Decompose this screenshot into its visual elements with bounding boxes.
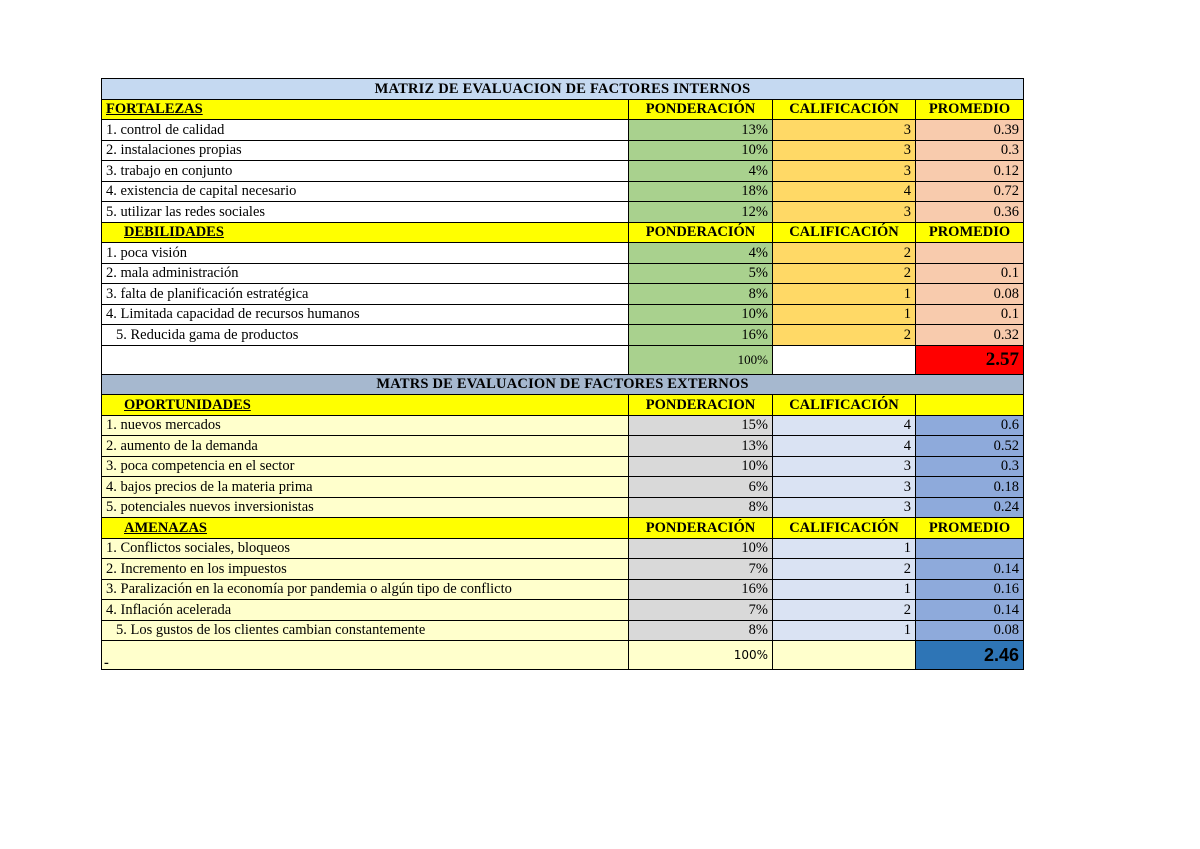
factor-cell: 2. mala administración (102, 263, 629, 284)
ponderacion-cell: 8% (629, 620, 773, 641)
factor-cell: 5. potenciales nuevos inversionistas (102, 497, 629, 518)
promedio-cell: 0.08 (916, 620, 1024, 641)
promedio-header: PROMEDIO (916, 222, 1024, 243)
table-row (102, 263, 1024, 284)
promedio-header: PROMEDIO (916, 518, 1024, 539)
factor-cell: 2. Incremento en los impuestos (102, 559, 629, 580)
promedio-cell: 0.52 (916, 436, 1024, 457)
factor-cell: 2. instalaciones propias (102, 140, 629, 161)
table-row (102, 538, 1024, 559)
table-row (102, 202, 1024, 223)
calificacion-cell: 3 (773, 497, 916, 518)
factor-cell: 3. Paralización en la economía por pandemia o algún tipo de conflicto (102, 579, 629, 600)
calificacion-cell: 2 (773, 559, 916, 580)
calificacion-cell: 2 (773, 325, 916, 346)
promedio-cell: 0.12 (916, 161, 1024, 182)
ponderacion-cell: 12% (629, 202, 773, 223)
promedio-header (916, 395, 1024, 416)
table-row (102, 325, 1024, 346)
ponderacion-cell: 8% (629, 284, 773, 305)
ponderacion-cell: 8% (629, 497, 773, 518)
factor-cell: 3. trabajo en conjunto (102, 161, 629, 182)
table-row (102, 284, 1024, 305)
blank-cell (773, 641, 916, 670)
table-row (102, 620, 1024, 641)
total-mark: - (102, 641, 629, 670)
table-row (102, 181, 1024, 202)
amenazas-label: AMENAZAS (102, 518, 629, 539)
internal-total-row (102, 345, 1024, 374)
external-total-ponderacion: 100% (629, 641, 773, 670)
ponderacion-cell: 16% (629, 579, 773, 600)
ponderacion-cell: 10% (629, 538, 773, 559)
table-row (102, 477, 1024, 498)
debilidades-label: DEBILIDADES (102, 222, 629, 243)
promedio-cell: 0.1 (916, 263, 1024, 284)
internal-matrix-title: MATRIZ DE EVALUACION DE FACTORES INTERNOS (102, 79, 1024, 100)
fortalezas-header-row (102, 99, 1024, 120)
factor-cell: 5. Reducida gama de productos (102, 325, 629, 346)
external-total-row (102, 641, 1024, 670)
factor-cell: 2. aumento de la demanda (102, 436, 629, 457)
calificacion-cell: 1 (773, 538, 916, 559)
fortalezas-label: FORTALEZAS (102, 99, 629, 120)
ponderacion-cell: 15% (629, 415, 773, 436)
external-matrix-title: MATRS DE EVALUACION DE FACTORES EXTERNOS (102, 374, 1024, 395)
promedio-cell: 0.3 (916, 456, 1024, 477)
factor-cell: 1. Conflictos sociales, bloqueos (102, 538, 629, 559)
ponderacion-cell: 7% (629, 600, 773, 621)
factor-cell: 4. existencia de capital necesario (102, 181, 629, 202)
ponderacion-cell: 6% (629, 477, 773, 498)
factor-cell: 5. Los gustos de los clientes cambian constantemente (102, 620, 629, 641)
promedio-header: PROMEDIO (916, 99, 1024, 120)
factor-cell: 1. nuevos mercados (102, 415, 629, 436)
promedio-cell: 0.39 (916, 120, 1024, 141)
factor-cell: 3. poca competencia en el sector (102, 456, 629, 477)
debilidades-header-row (102, 222, 1024, 243)
ponderacion-cell: 13% (629, 120, 773, 141)
oportunidades-header-row (102, 395, 1024, 416)
calificacion-cell: 3 (773, 161, 916, 182)
ponderacion-cell: 4% (629, 161, 773, 182)
ponderacion-cell: 7% (629, 559, 773, 580)
factor-cell: 4. bajos precios de la materia prima (102, 477, 629, 498)
factor-cell: 1. poca visión (102, 243, 629, 264)
table-row (102, 140, 1024, 161)
ponderacion-header: PONDERACIÓN (629, 518, 773, 539)
promedio-cell: 0.36 (916, 202, 1024, 223)
blank-cell (102, 345, 629, 374)
ponderacion-header: PONDERACIÓN (629, 222, 773, 243)
calificacion-cell: 1 (773, 304, 916, 325)
table-row (102, 600, 1024, 621)
promedio-cell: 0.16 (916, 579, 1024, 600)
calificacion-cell: 1 (773, 579, 916, 600)
factor-cell: 5. utilizar las redes sociales (102, 202, 629, 223)
calificacion-cell: 4 (773, 181, 916, 202)
evaluation-matrix-table (101, 78, 1024, 670)
calificacion-cell: 1 (773, 284, 916, 305)
promedio-cell: 0.6 (916, 415, 1024, 436)
ponderacion-cell: 10% (629, 456, 773, 477)
internal-total-score: 2.57 (916, 345, 1024, 374)
calificacion-header: CALIFICACIÓN (773, 395, 916, 416)
external-title-row (102, 374, 1024, 395)
calificacion-cell: 2 (773, 263, 916, 284)
calificacion-cell: 3 (773, 477, 916, 498)
calificacion-header: CALIFICACIÓN (773, 222, 916, 243)
promedio-cell: 0.14 (916, 600, 1024, 621)
table-row (102, 436, 1024, 457)
table-row (102, 497, 1024, 518)
calificacion-cell: 3 (773, 202, 916, 223)
table-row (102, 120, 1024, 141)
table-row (102, 161, 1024, 182)
amenazas-header-row (102, 518, 1024, 539)
ponderacion-cell: 10% (629, 140, 773, 161)
internal-total-ponderacion: 100% (629, 345, 773, 374)
table-row (102, 456, 1024, 477)
calificacion-cell: 4 (773, 415, 916, 436)
factor-cell: 1. control de calidad (102, 120, 629, 141)
table-row (102, 579, 1024, 600)
promedio-cell: 0.72 (916, 181, 1024, 202)
promedio-cell (916, 243, 1024, 264)
factor-cell: 4. Limitada capacidad de recursos humanos (102, 304, 629, 325)
ponderacion-header: PONDERACIÓN (629, 99, 773, 120)
promedio-cell (916, 538, 1024, 559)
ponderacion-header: PONDERACION (629, 395, 773, 416)
calificacion-cell: 3 (773, 456, 916, 477)
promedio-cell: 0.14 (916, 559, 1024, 580)
promedio-cell: 0.18 (916, 477, 1024, 498)
promedio-cell: 0.32 (916, 325, 1024, 346)
calificacion-cell: 4 (773, 436, 916, 457)
calificacion-cell: 2 (773, 600, 916, 621)
ponderacion-cell: 4% (629, 243, 773, 264)
table-row (102, 304, 1024, 325)
ponderacion-cell: 5% (629, 263, 773, 284)
factor-cell: 4. Inflación acelerada (102, 600, 629, 621)
promedio-cell: 0.1 (916, 304, 1024, 325)
calificacion-cell: 2 (773, 243, 916, 264)
promedio-cell: 0.3 (916, 140, 1024, 161)
calificacion-cell: 3 (773, 120, 916, 141)
blank-cell (773, 345, 916, 374)
promedio-cell: 0.08 (916, 284, 1024, 305)
ponderacion-cell: 16% (629, 325, 773, 346)
calificacion-header: CALIFICACIÓN (773, 99, 916, 120)
external-total-score: 2.46 (916, 641, 1024, 670)
internal-title-row (102, 79, 1024, 100)
ponderacion-cell: 10% (629, 304, 773, 325)
table-row (102, 243, 1024, 264)
factor-cell: 3. falta de planificación estratégica (102, 284, 629, 305)
table-row (102, 415, 1024, 436)
calificacion-cell: 1 (773, 620, 916, 641)
calificacion-cell: 3 (773, 140, 916, 161)
ponderacion-cell: 13% (629, 436, 773, 457)
oportunidades-label: OPORTUNIDADES (102, 395, 629, 416)
ponderacion-cell: 18% (629, 181, 773, 202)
table-row (102, 559, 1024, 580)
calificacion-header: CALIFICACIÓN (773, 518, 916, 539)
promedio-cell: 0.24 (916, 497, 1024, 518)
